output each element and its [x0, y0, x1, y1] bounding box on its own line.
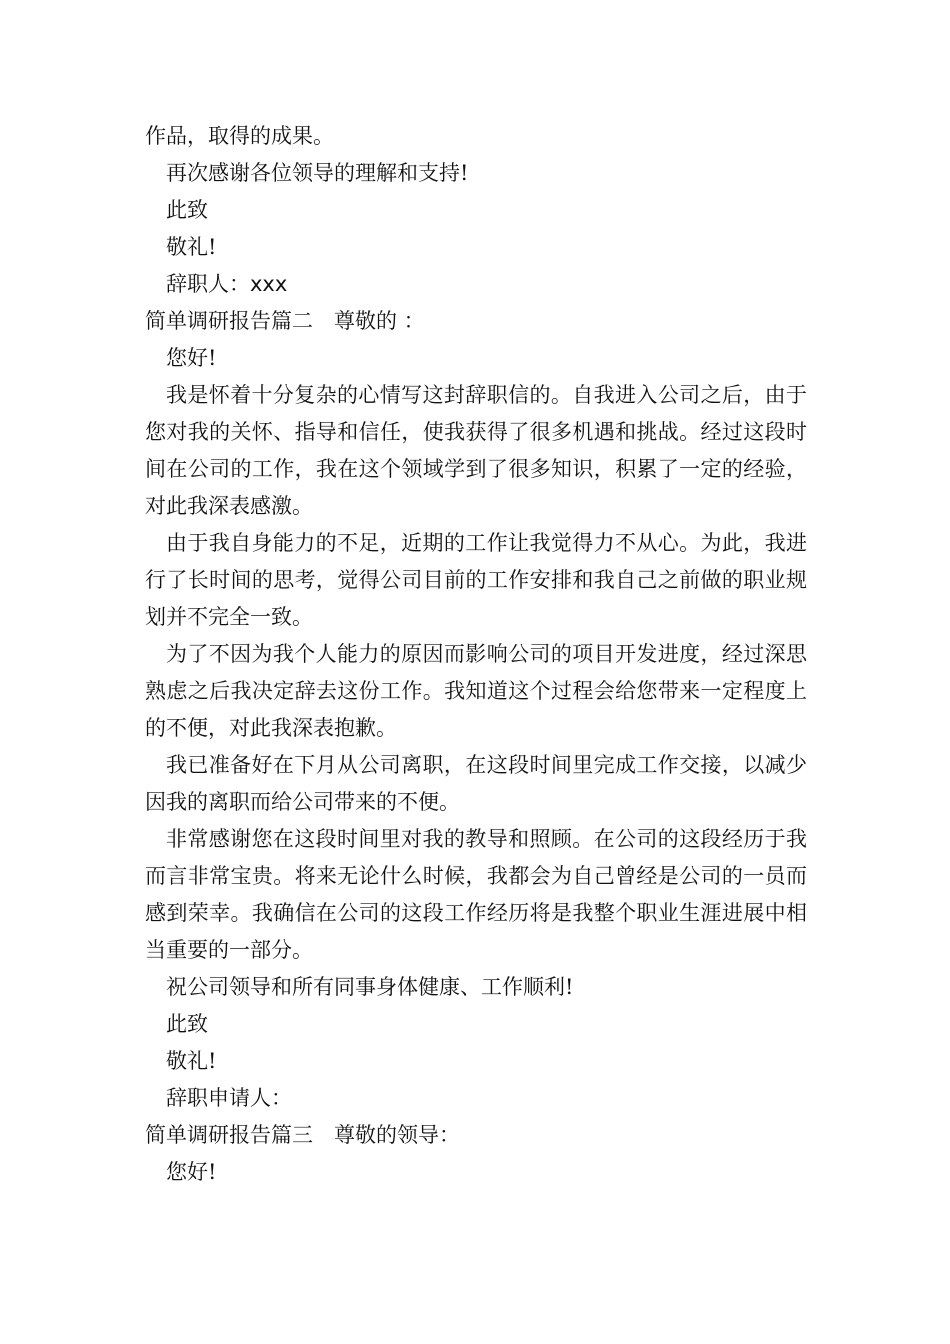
document-body: [145, 118, 807, 1191]
signature-line: [145, 266, 807, 303]
signature-label: 辞职人：: [166, 272, 250, 296]
paragraph: 由于我自身能力的不足，近期的工作让我觉得力不从心。为此，我进行了长时间的思考，觉得公司目前的工作安排和我自己之前做的职业规划并不完全一致。: [145, 531, 807, 629]
salutation-line: 敬礼!: [166, 1049, 217, 1073]
greeting-line: 您好!: [166, 1160, 217, 1184]
signature-line: 辞职申请人：: [166, 1086, 292, 1110]
paragraph: 我是怀着十分复杂的心情写这封辞职信的。自我进入公司之后，由于您对我的关怀、指导和信任，使我获得了很多机遇和挑战。经过这段时间在公司的工作，我在这个领域学到了很多知识，积累了一定的经验，对此我深表感激。: [145, 383, 807, 518]
salutation-line: 敬礼!: [166, 235, 217, 259]
paragraph: 非常感谢您在这段时间里对我的教导和照顾。在公司的这段经历于我而言非常宝贵。将来无论什么时候，我都会为自己曾经是公司的一员而感到荣幸。我确信在公司的这段工作经历将是我整个职业生涯进展中相当重要的一部分。: [145, 827, 807, 962]
section-heading: 简单调研报告篇三 尊敬的领导：: [145, 1123, 460, 1147]
wish-line: 祝公司领导和所有同事身体健康、工作顺利!: [166, 975, 574, 999]
closing-line: 此致: [166, 198, 208, 222]
paragraph: 我已准备好在下月从公司离职，在这段时间里完成工作交接，以减少因我的离职而给公司带来的不便。: [145, 753, 807, 814]
thanks-line: 再次感谢各位领导的理解和支持!: [166, 161, 469, 185]
closing-line: 此致: [166, 1012, 208, 1036]
section-heading: 简单调研报告篇二 尊敬的 ：: [145, 309, 425, 333]
greeting-line: 您好!: [166, 346, 217, 370]
signature-name: xxx: [250, 272, 288, 296]
paragraph: 为了不因为我个人能力的原因而影响公司的项目开发进度，经过深思熟虑之后我决定辞去这份工作。我知道这个过程会给您带来一定程度上的不便，对此我深表抱歉。: [145, 642, 807, 740]
text-line: 作品，取得的成果。: [145, 124, 334, 148]
